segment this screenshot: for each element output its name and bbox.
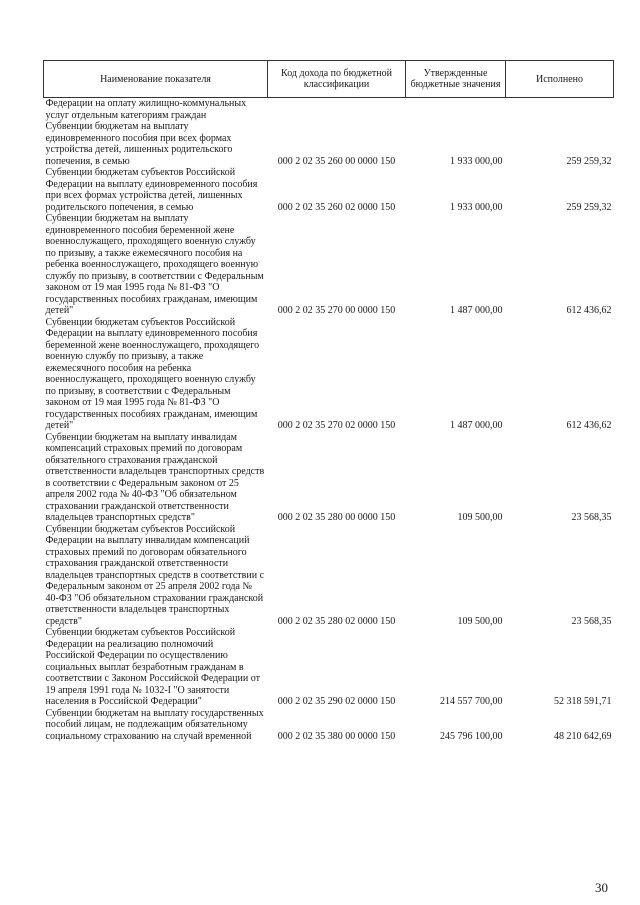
row-approved: 109 500,00 <box>457 512 503 523</box>
budget-table <box>43 60 614 742</box>
row-approved: 214 557 700,00 <box>440 696 503 707</box>
row-code: 000 2 02 35 380 00 0000 150 <box>277 730 396 742</box>
row-name: Субвенции бюджетам на выплату единовременного пособия беременной жене военнослужащего, проходящего военную службу по призыву, а также ежемесячного пособия на ребенка военнослужащего, проходящего военную службу по призыву, в соответствии с Федеральным законом от 19 мая 1995 года № 81-ФЗ "О государственных пособиях гражданам, имеющим детей" <box>45 213 264 316</box>
row-executed <box>506 98 614 122</box>
row-executed: 259 259,32 <box>566 201 612 213</box>
row-approved <box>406 98 506 122</box>
header-name: Наименование показателя <box>44 61 268 98</box>
table-row <box>44 432 614 524</box>
table-row <box>44 121 614 167</box>
row-name: Субвенции бюджетам субъектов Российской Федерации на выплату инвалидам компенсаций страховых премий по договорам обязательного страхования гражданской ответственности владельцев транспортных средств в соответствии с Федеральным законом от 25 апреля 2002 года № 40-ФЗ "Об обязательном страховании гражданской ответственности владельцев транспортных средств" <box>45 523 265 627</box>
row-approved: 1 487 000,00 <box>450 305 503 316</box>
row-name: Субвенции бюджетам на выплату инвалидам компенсаций страховых премий по договорам обязательного страхования гражданской ответственности владельцев транспортных средств в соответствии с Федеральным законом от 25 апреля 2002 года № 40-ФЗ "Об обязательном страховании гражданской ответственности владельцев транспортных средств" <box>45 431 265 523</box>
row-executed: 52 318 591,71 <box>554 696 612 707</box>
row-executed: 259 259,32 <box>566 155 612 167</box>
row-executed: 23 568,35 <box>571 512 612 523</box>
row-code: 000 2 02 35 260 02 0000 150 <box>277 201 396 213</box>
row-approved: 1 933 000,00 <box>450 201 503 213</box>
row-code: 000 2 02 35 270 02 0000 150 <box>277 420 396 431</box>
row-approved: 245 796 100,00 <box>440 730 503 742</box>
header-executed: Исполнено <box>506 61 614 98</box>
table-header-row <box>44 61 614 98</box>
row-code: 000 2 02 35 270 00 0000 150 <box>277 305 396 316</box>
row-code: 000 2 02 35 280 02 0000 150 <box>277 615 396 627</box>
table-row <box>44 317 614 432</box>
row-code <box>268 98 406 122</box>
row-executed: 612 436,62 <box>566 420 612 431</box>
table-row <box>44 167 614 213</box>
table-row <box>44 627 614 708</box>
row-name: Субвенции бюджетам субъектов Российской Федерации на выплату единовременного пособия беременной жене военнослужащего, проходящего военную службу по призыву, а также ежемесячного пособия на ребенка военнослужащего, проходящего военную службу по призыву, в соответствии с Федеральным законом от 19 мая 1995 года № 81-ФЗ "О государственных пособиях гражданам, имеющим детей" <box>45 316 260 431</box>
row-approved: 1 487 000,00 <box>450 420 503 431</box>
row-code: 000 2 02 35 290 02 0000 150 <box>277 696 396 707</box>
header-approved: Утвержденные бюджетные значения <box>406 61 506 98</box>
row-code: 000 2 02 35 260 00 0000 150 <box>277 155 396 167</box>
page-number: 30 <box>595 880 608 895</box>
header-code: Код дохода по бюджетной классификации <box>268 61 406 98</box>
row-executed: 612 436,62 <box>566 305 612 316</box>
row-name: Федерации на оплату жилищно-коммунальных услуг отдельным категориям граждан <box>45 98 247 121</box>
row-name: Субвенции бюджетам на выплату государственных пособий лицам, не подлежащим обязательному социальному страхованию на случай временной <box>45 707 264 742</box>
row-name: Субвенции бюджетам субъектов Российской Федерации на выплату единовременного пособия при всех формах устройства детей, лишенных родительского попечения, в семью <box>45 167 258 213</box>
table-row <box>44 98 614 122</box>
row-executed: 48 210 642,69 <box>554 730 612 742</box>
row-name: Субвенции бюджетам на выплату единовременного пособия при всех формах устройства детей, лишенных родительского попечения, в семью <box>45 121 233 167</box>
row-name: Субвенции бюджетам субъектов Российской Федерации на реализацию полномочий Российской Федерации по осуществлению социальных выплат безработным гражданам в соответствии с Законом Российской Федерации от 19 апреля 1991 года № 1032-I "О занятости населения в Российской Федерации" <box>45 627 260 707</box>
row-code: 000 2 02 35 280 00 0000 150 <box>277 512 396 523</box>
table-row <box>44 524 614 628</box>
table-row <box>44 708 614 743</box>
row-approved: 109 500,00 <box>457 615 503 627</box>
row-executed: 23 568,35 <box>571 615 612 627</box>
row-approved: 1 933 000,00 <box>450 155 503 167</box>
table-row <box>44 213 614 317</box>
